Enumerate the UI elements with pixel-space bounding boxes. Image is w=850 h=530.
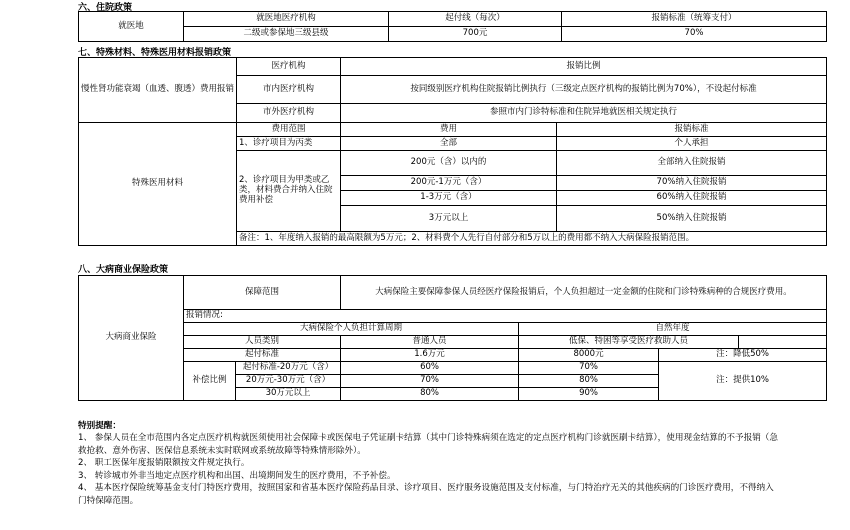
scope-label: 保障范围 <box>184 276 341 310</box>
period-label: 大病保险个人负担计算周期 <box>184 323 519 336</box>
renal-ratio-header: 报销比例 <box>341 58 827 76</box>
level-cell: 二级或参保地三级县级 <box>184 27 389 42</box>
scope-text: 大病保险主要保障参保人员经医疗保险报销后，个人负担超过一定金额的住院和门诊特殊病种的合规医疗费用。 <box>341 276 827 310</box>
ratio-header: 报销标准（统筹支付） <box>562 12 827 27</box>
comp-note: 注：提供10% <box>659 362 827 401</box>
section-6-title: 六、住院政策 <box>78 3 133 13</box>
comp-range: 起付标准-20万元（含） <box>236 362 341 375</box>
mat-row-fee: 200元-1万元（含） <box>341 176 557 191</box>
mat-c2-scope: 2、诊疗项目为甲类或乙类，材料费合并纳入住院费用补偿 <box>237 151 341 232</box>
people-label: 人员类别 <box>184 336 341 349</box>
deduct-label: 起付标准 <box>184 349 341 362</box>
reminder-item: 4、 基本医疗保险统筹基金支付门特医疗费用，按照国家和省基本医疗保险药品目录、诊疗项目、医疗服务设施范围及支付标准，与门特治疗无关的其他疾病的门诊医疗费用，不得纳入门特保障范围。 <box>78 483 774 506</box>
mat-row-std: 50%纳入住院报销 <box>557 206 827 232</box>
reminders <box>78 420 778 507</box>
deduct-low: 8000元 <box>519 349 659 362</box>
comp-normal: 60% <box>341 362 519 375</box>
mat-c1-fee: 全部 <box>341 137 557 151</box>
comp-range: 20万元-30万元（含） <box>236 375 341 388</box>
mat-row-fee: 200元（含）以内的 <box>341 151 557 176</box>
material-note: 备注：1、年度纳入报销的最高限额为5万元；2、材料费个人先行自付部分和5万以上的费用都不纳入大病保险报销范围。 <box>237 232 827 246</box>
reminder-item: 2、 职工医保年度报销限额按文件规定执行。 <box>78 458 250 469</box>
material-label: 特殊医用材料 <box>79 123 237 246</box>
section-7-title: 七、特殊材料、特殊医用材料报销政策 <box>78 48 232 58</box>
people-low: 低保、特困等享受医疗救助人员 <box>519 336 739 349</box>
mat-std-header: 报销标准 <box>557 123 827 137</box>
mat-row-fee: 3万元以上 <box>341 206 557 232</box>
inpatient-table <box>78 11 827 42</box>
critical-illness-table <box>78 275 827 401</box>
mat-scope-header: 费用范围 <box>237 123 341 137</box>
renal-label: 慢性肾功能衰竭（血透、腹透）费用报销 <box>79 58 237 123</box>
mat-row-std: 70%纳入住院报销 <box>557 176 827 191</box>
comp-normal: 80% <box>341 388 519 401</box>
mat-row-fee: 1-3万元（含） <box>341 191 557 206</box>
hosp-place-header: 就医地 <box>79 12 184 42</box>
mat-fee-header: 费用 <box>341 123 557 137</box>
renal-inst-header: 医疗机构 <box>237 58 341 76</box>
comp-range: 30万元以上 <box>236 388 341 401</box>
section-8-title: 八、大病商业保险政策 <box>78 265 169 275</box>
special-material-table <box>78 57 827 246</box>
reminder-item: 1、 参保人员在全市范围内各定点医疗机构就医须使用社会保障卡或医保电子凭证刷卡结算（其中门诊特殊病须在选定的定点医疗机构门诊就医刷卡结算），使用现金结算的不予报销（急救抢救、意外伤害、医保信息系统未实时联网或系统故障等特殊情形除外）。 <box>78 433 778 456</box>
renal-in-text: 按同级别医疗机构住院报销比例执行（三级定点医疗机构的报销比例为70%），不设起付标准 <box>341 76 827 104</box>
renal-out-inst: 市外医疗机构 <box>237 104 341 123</box>
comp-normal: 70% <box>341 375 519 388</box>
report-label: 报销情况: <box>184 310 827 323</box>
mat-row-std: 60%纳入住院报销 <box>557 191 827 206</box>
critical-label: 大病商业保险 <box>79 276 184 401</box>
comp-low: 70% <box>519 362 659 375</box>
deduct-normal: 1.6万元 <box>341 349 519 362</box>
people-normal: 普通人员 <box>341 336 519 349</box>
reminder-item: 3、 转诊城市外非当地定点医疗机构和出国、出境期间发生的医疗费用，不予补偿。 <box>78 470 396 481</box>
deductible-header: 起付线（每次） <box>389 12 562 27</box>
comp-label: 补偿比例 <box>184 362 236 401</box>
mat-c1-std: 个人承担 <box>557 137 827 151</box>
comp-low: 80% <box>519 375 659 388</box>
deductible-cell: 700元 <box>389 27 562 42</box>
blank-cell <box>739 336 827 349</box>
reminders-title: 特别提醒： <box>78 421 121 431</box>
level-header: 就医地医疗机构 <box>184 12 389 27</box>
renal-out-text: 参照市内门诊特标准和住院异地就医相关规定执行 <box>341 104 827 123</box>
renal-in-inst: 市内医疗机构 <box>237 76 341 104</box>
period-value: 自然年度 <box>519 323 827 336</box>
mat-c1-scope: 1、诊疗项目为丙类 <box>237 137 341 151</box>
ratio-cell: 70% <box>562 27 827 42</box>
comp-low: 90% <box>519 388 659 401</box>
deduct-note: 注：降低50% <box>659 349 827 362</box>
mat-row-std: 全部纳入住院报销 <box>557 151 827 176</box>
